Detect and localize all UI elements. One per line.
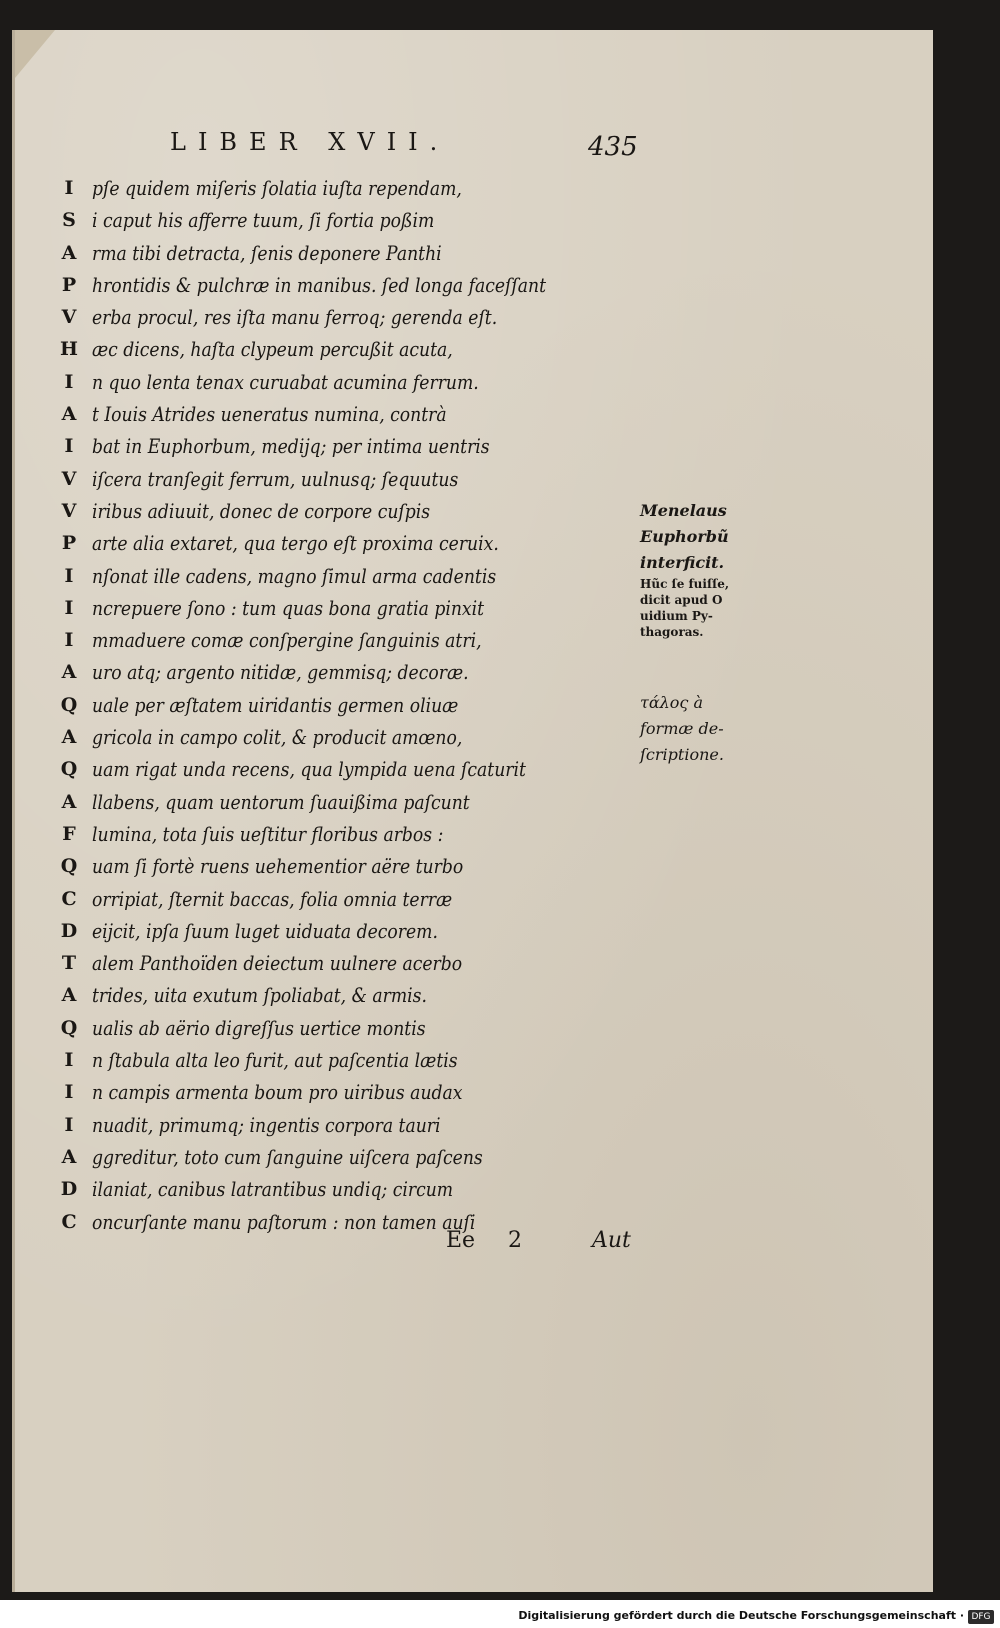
verse-initial: A bbox=[61, 790, 77, 813]
marginal-note-description bbox=[640, 690, 760, 768]
verse-initial: A bbox=[61, 403, 77, 426]
running-title: LIBER XVII. bbox=[170, 128, 450, 156]
verse-line bbox=[52, 430, 612, 462]
verse-initial: I bbox=[64, 629, 74, 652]
catchword: Aut bbox=[592, 1228, 631, 1253]
verse-line bbox=[52, 527, 612, 559]
verse-initial: V bbox=[61, 306, 77, 329]
footer-bar bbox=[0, 1600, 1000, 1628]
verse-text: eijcit, ipſa ſuum luget uiduata decorem. bbox=[92, 918, 438, 943]
verse-text: mmaduere comæ conſpergine ſanguinis atri, bbox=[92, 628, 482, 653]
verse-text: iribus adiuuit, donec de corpore cuſpis bbox=[92, 498, 431, 523]
verse-initial: I bbox=[64, 1081, 74, 1104]
verse-text: pſe quidem miſeris ſolatia iuſta rependam, bbox=[92, 176, 462, 200]
verse-initial: A bbox=[61, 661, 77, 684]
verse-line bbox=[52, 1141, 612, 1173]
verse-line bbox=[52, 689, 612, 721]
note-line: ſcriptione. bbox=[640, 745, 724, 764]
verse-initial: V bbox=[61, 499, 77, 522]
verse-line bbox=[52, 1109, 612, 1141]
verse-line bbox=[52, 656, 612, 688]
note-line: τάλος à bbox=[640, 693, 704, 712]
verse-text: ualis ab aërio digreſſus uertice montis bbox=[92, 1015, 426, 1040]
verse-initial: S bbox=[62, 209, 76, 232]
verse-initial: A bbox=[61, 1145, 77, 1168]
verse-text: erba procul, res iſta manu ferroq; gerenda eſt. bbox=[92, 305, 498, 330]
verse-line bbox=[52, 1012, 612, 1044]
verse-initial: H bbox=[60, 338, 78, 361]
verse-text: oncurſante manu paſtorum : non tamen auſi bbox=[92, 1209, 476, 1234]
verse-initial: Q bbox=[60, 693, 78, 716]
verse-line bbox=[52, 237, 612, 269]
verse-line bbox=[52, 463, 612, 495]
verse-text: t Iouis Atrides ueneratus numina, contrà bbox=[92, 402, 447, 427]
verse-line bbox=[52, 366, 612, 398]
verse-initial: Q bbox=[60, 1016, 78, 1039]
verse-line bbox=[52, 979, 612, 1011]
verse-initial: I bbox=[64, 596, 74, 619]
signature-number: 2 bbox=[508, 1228, 522, 1253]
verse-initial: V bbox=[61, 467, 77, 490]
verse-initial: D bbox=[60, 1178, 78, 1201]
verse-text-block bbox=[52, 172, 612, 1238]
verse-line bbox=[52, 592, 612, 624]
verse-text: alem Panthoïden deiectum uulnere acerbo bbox=[92, 951, 463, 976]
verse-text: lumina, tota ſuis ueſtitur floribus arbos : bbox=[92, 821, 444, 846]
verse-line bbox=[52, 818, 612, 850]
verse-initial: T bbox=[61, 952, 77, 975]
verse-text: iſcera tranſegit ferrum, uulnusq; ſequutus bbox=[92, 466, 459, 491]
verse-line bbox=[52, 204, 612, 236]
verse-line bbox=[52, 495, 612, 527]
verse-initial: I bbox=[64, 1049, 74, 1072]
verse-text: uam rigat unda recens, qua lympida uena ſcaturit bbox=[92, 757, 526, 782]
verse-line bbox=[52, 721, 612, 753]
verse-initial: P bbox=[61, 273, 77, 296]
verse-text: n quo lenta tenax curuabat acumina ferrum. bbox=[92, 369, 479, 394]
verse-initial: F bbox=[62, 822, 76, 845]
verse-text: nuadit, primumq; ingentis corpora tauri bbox=[92, 1112, 441, 1137]
verse-initial: D bbox=[60, 919, 78, 942]
verse-line bbox=[52, 269, 612, 301]
note-line: uidium Py- bbox=[640, 609, 713, 623]
verse-initial: A bbox=[61, 726, 77, 749]
verse-text: uam ſi fortè ruens uehementior aëre turbo bbox=[92, 854, 464, 879]
verse-initial: C bbox=[61, 887, 77, 910]
verse-line bbox=[52, 1173, 612, 1205]
note-line: Menelaus bbox=[640, 501, 727, 520]
note-line: thagoras. bbox=[640, 625, 704, 639]
page-corner bbox=[15, 30, 55, 78]
verse-line bbox=[52, 1044, 612, 1076]
verse-line bbox=[52, 786, 612, 818]
verse-initial: I bbox=[64, 435, 74, 458]
verse-line bbox=[52, 883, 612, 915]
verse-initial: P bbox=[61, 532, 77, 555]
verse-line bbox=[52, 333, 612, 365]
verse-initial: A bbox=[61, 241, 77, 264]
verse-initial: C bbox=[61, 1210, 77, 1233]
verse-text: llabens, quam uentorum ſuauißima paſcunt bbox=[92, 789, 470, 814]
verse-text: orripiat, ſternit baccas, folia omnia terræ bbox=[92, 886, 453, 911]
verse-text: nſonat ille cadens, magno ſimul arma cadentis bbox=[92, 563, 497, 588]
verse-initial: I bbox=[64, 564, 74, 587]
verse-text: rma tibi detracta, ſenis deponere Panthi bbox=[92, 240, 442, 265]
note-line: dicit apud O bbox=[640, 593, 723, 607]
verse-line bbox=[52, 560, 612, 592]
verse-initial: I bbox=[64, 1113, 74, 1136]
verse-text: hrontidis & pulchræ in manibus. ſed longa faceſſant bbox=[92, 272, 547, 297]
signature-mark: Ee bbox=[446, 1228, 476, 1253]
page-number: 435 bbox=[588, 132, 638, 162]
verse-text: n ſtabula alta leo furit, aut paſcentia lætis bbox=[92, 1048, 458, 1073]
verse-line bbox=[52, 172, 612, 204]
verse-text: bat in Euphorbum, medijq; per intima uentris bbox=[92, 434, 490, 459]
verse-line bbox=[52, 1206, 612, 1238]
verse-text: gricola in campo colit, & producit amœno, bbox=[92, 725, 463, 750]
verse-text: ncrepuere ſono : tum quas bona gratia pinxit bbox=[92, 595, 485, 620]
verse-line bbox=[52, 947, 612, 979]
verse-text: arte alia extaret, qua tergo eſt proxima ceruix. bbox=[92, 531, 499, 556]
verse-text: ggreditur, toto cum ſanguine uiſcera paſcens bbox=[92, 1144, 483, 1169]
marginal-note-menelaus bbox=[640, 498, 760, 640]
note-line: Euphorbũ bbox=[640, 527, 729, 546]
verse-text: uale per æſtatem uiridantis germen oliuæ bbox=[92, 692, 459, 717]
verse-line bbox=[52, 398, 612, 430]
verse-line bbox=[52, 753, 612, 785]
verse-line bbox=[52, 624, 612, 656]
page-header bbox=[170, 128, 650, 168]
verse-initial: Q bbox=[60, 758, 78, 781]
verse-text: n campis armenta boum pro uiribus audax bbox=[92, 1080, 463, 1105]
verse-text: ilaniat, canibus latrantibus undiq; circum bbox=[92, 1177, 454, 1202]
note-line: interficit. bbox=[640, 553, 725, 572]
verse-text: trides, uita exutum ſpoliabat, & armis. bbox=[92, 983, 427, 1008]
verse-text: uro atq; argento nitidæ, gemmisq; decoræ. bbox=[92, 660, 469, 685]
verse-line bbox=[52, 301, 612, 333]
verse-line bbox=[52, 1076, 612, 1108]
verse-line bbox=[52, 850, 612, 882]
verse-line bbox=[52, 915, 612, 947]
verse-initial: I bbox=[64, 370, 74, 393]
verse-initial: A bbox=[61, 984, 77, 1007]
verse-text: i caput his afferre tuum, ſi fortia poßim bbox=[92, 208, 435, 233]
note-line: formæ de- bbox=[640, 719, 724, 738]
note-line: Hũc ſe fuiſſe, bbox=[640, 577, 730, 591]
verse-text: æc dicens, haſta clypeum percußit acuta, bbox=[92, 337, 453, 362]
dfg-logo-icon: DFG bbox=[968, 1610, 994, 1624]
verse-initial: I bbox=[64, 177, 74, 199]
funding-credit: Digitalisierung gefördert durch die Deutsche Forschungsgemeinschaft · bbox=[518, 1609, 964, 1622]
verse-initial: Q bbox=[60, 855, 78, 878]
